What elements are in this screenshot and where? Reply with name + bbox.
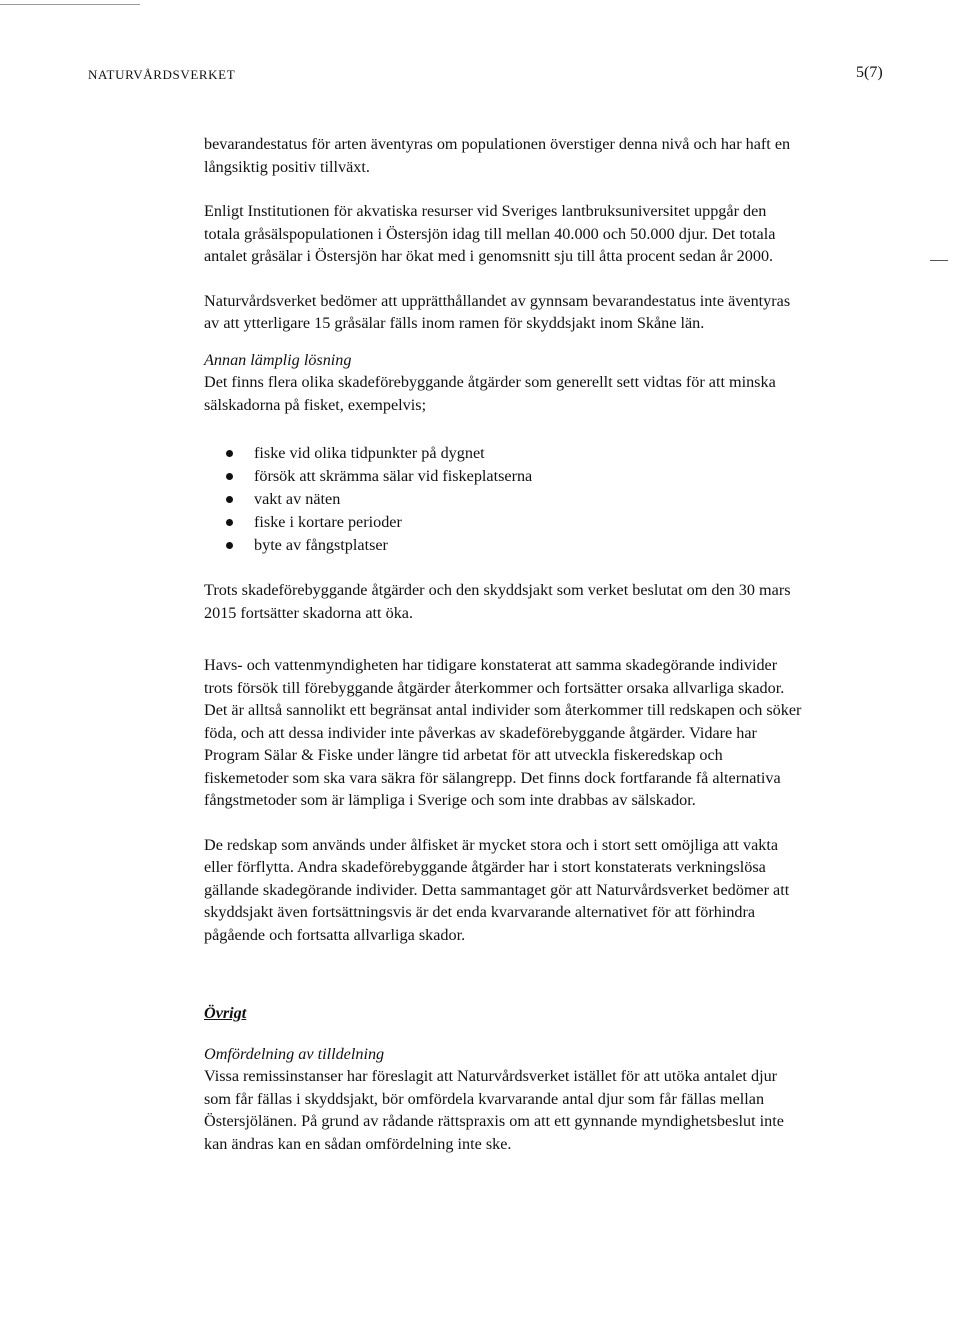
paragraph-6: Havs- och vattenmyndigheten har tidigare konstaterat att samma skadegörande individer trots försök till förebyggande åtgärder återkommer och fortsätter orsaka allvarliga skador. Det är alltså sannolikt ett begränsat antal individer som återkommer till redskapen och söker föda, och att dessa individer inte påverkas av skadeförebyggande åtgärder. Vidare har Program Sälar & Fiske under längre tid arbetat för att utveckla fiskeredskap och fiskemetoder som ska vara säkra för sälangrepp. Det finns dock fortfarande få alternativa fångstmetoder som är lämpliga i Sverige och som inte drabbas av sälskador. xyxy=(204,656,802,809)
subsection-heading: Omfördelning av tilldelning xyxy=(204,1044,385,1063)
alternative-solution-label: Annan lämplig lösning xyxy=(204,350,352,369)
measures-list xyxy=(204,442,804,557)
paragraph-5: Trots skadeförebyggande åtgärder och den skyddsjakt som verket beslutat om den 30 mars 2015 fortsätter skadorna att öka. xyxy=(204,581,791,622)
margin-mark xyxy=(930,260,948,261)
paragraph-4: Det finns flera olika skadeförebyggande åtgärder som generellt sett vidtas för att minska sälskadorna på fisket, exempelvis; xyxy=(204,373,776,414)
document-body xyxy=(204,133,804,1155)
paragraph-7: De redskap som används under ålfisket är mycket stora och i stort sett omöjliga att vakta eller förflytta. Andra skadeförebyggande åtgärder har i stort konstaterats verkningslösa gällande skadegörande individer. Detta sammantaget gör att Naturvårdsverket bedömer att skyddsjakt även fortsättningsvis är det enda kvarvarande alternativet för att förhindra pågående och fortsatta allvarliga skador. xyxy=(204,835,790,944)
list-item xyxy=(204,465,804,488)
list-item-text: vakt av näten xyxy=(254,490,341,508)
list-item xyxy=(204,534,804,557)
top-rule xyxy=(0,4,140,5)
section-heading: Övrigt xyxy=(204,1004,247,1022)
paragraph-1: bevarandestatus för arten äventyras om populationen överstiger denna nivå och har haft en långsiktig positiv tillväxt. xyxy=(204,135,791,176)
bullet-icon xyxy=(226,519,233,526)
paragraph-3: Naturvårdsverket bedömer att upprätthållandet av gynnsam bevarandestatus inte äventyras av att ytterligare 15 gråsälar fälls inom ramen för skyddsjakt inom Skåne län. xyxy=(204,291,791,332)
list-item-text: fiske vid olika tidpunkter på dygnet xyxy=(254,444,485,462)
list-item-text: försök att skrämma sälar vid fiskeplatserna xyxy=(254,467,533,485)
list-item xyxy=(204,488,804,511)
list-item xyxy=(204,442,804,465)
list-item xyxy=(204,511,804,534)
list-item-text: byte av fångstplatser xyxy=(254,536,388,554)
bullet-icon xyxy=(226,496,233,503)
bullet-icon xyxy=(226,450,233,457)
page-number: 5(7) xyxy=(856,64,883,81)
list-item-text: fiske i kortare perioder xyxy=(254,513,402,531)
bullet-icon xyxy=(226,542,233,549)
header-organization: NATURVÅRDSVERKET xyxy=(88,67,236,82)
paragraph-2: Enligt Institutionen för akvatiska resurser vid Sveriges lantbruksuniversitet uppgår den totala gråsälspopulationen i Östersjön idag till mellan 40.000 och 50.000 djur. Det totala antalet gråsälar i Östersjön har ökat med i genomsnitt sju till åtta procent sedan år 2000. xyxy=(204,202,776,265)
bullet-icon xyxy=(226,473,233,480)
paragraph-8: Vissa remissinstanser har föreslagit att Naturvårdsverket istället för att utöka antalet djur som får fällas i skyddsjakt, bör omfördela kvarvarande antal djur som får fällas mellan Östersjölänen. På grund av rådande rättspraxis om att ett gynnande myndighetsbeslut inte kan ändras kan en sådan omfördelning inte ske. xyxy=(204,1067,784,1153)
